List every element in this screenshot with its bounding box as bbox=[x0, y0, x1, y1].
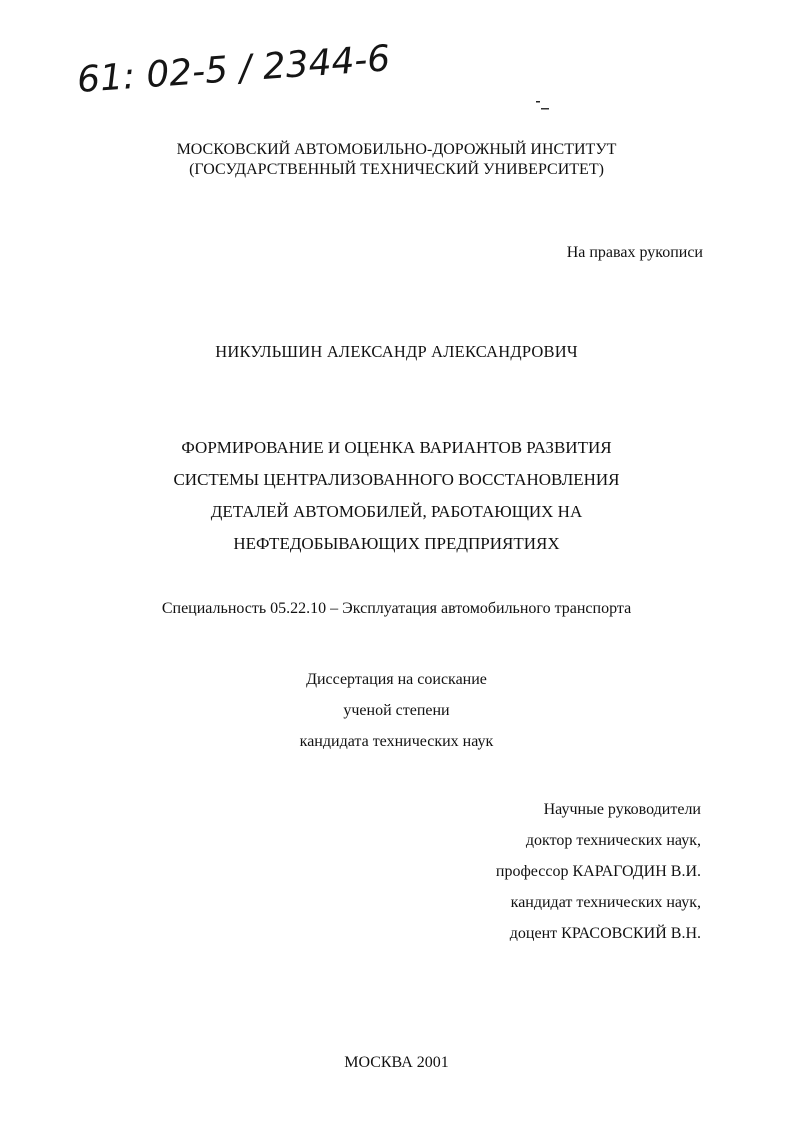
supervisor-1-degree: доктор технических наук, bbox=[525, 832, 701, 849]
supervisors-heading: Научные руководители bbox=[543, 801, 701, 818]
title-line-2: СИСТЕМЫ ЦЕНТРАЛИЗОВАННОГО ВОССТАНОВЛЕНИЯ bbox=[173, 470, 620, 489]
supervisor-2-degree: кандидат технических наук, bbox=[510, 894, 701, 911]
supervisor-1-name: профессор КАРАГОДИН В.И. bbox=[495, 863, 701, 880]
title-line-4: НЕФТЕДОБЫВАЮЩИХ ПРЕДПРИЯТИЯХ bbox=[233, 534, 560, 553]
city-year: МОСКВА 2001 bbox=[344, 1054, 449, 1071]
handwritten-archive-code bbox=[75, 38, 392, 110]
degree-line-1: Диссертация на соискание bbox=[306, 671, 487, 688]
institute-line-2: (ГОСУДАРСТВЕННЫЙ ТЕХНИЧЕСКИЙ УНИВЕРСИТЕТ) bbox=[189, 161, 604, 178]
title-line-3: ДЕТАЛЕЙ АВТОМОБИЛЕЙ, РАБОТАЮЩИХ НА bbox=[210, 502, 583, 521]
speck-1 bbox=[536, 101, 540, 103]
author-name: НИКУЛЬШИН АЛЕКСАНДР АЛЕКСАНДРОВИЧ bbox=[215, 342, 578, 361]
supervisor-2-name: доцент КРАСОВСКИЙ В.Н. bbox=[509, 925, 701, 942]
institute-name bbox=[0, 140, 793, 180]
speck-2 bbox=[541, 108, 549, 110]
degree-line-3: кандидата технических наук bbox=[299, 733, 494, 750]
specialty: Специальность 05.22.10 – Эксплуатация автомобильного транспорта bbox=[161, 600, 632, 617]
manuscript-rights: На правах рукописи bbox=[566, 244, 703, 261]
scientific-supervisors bbox=[496, 794, 701, 949]
dissertation-title bbox=[0, 432, 793, 560]
degree-line-2: ученой степени bbox=[343, 702, 450, 719]
degree-statement bbox=[0, 664, 793, 757]
scan-specks bbox=[520, 95, 560, 135]
title-line-1: ФОРМИРОВАНИЕ И ОЦЕНКА ВАРИАНТОВ РАЗВИТИЯ bbox=[181, 438, 612, 457]
institute-line-1: МОСКОВСКИЙ АВТОМОБИЛЬНО-ДОРОЖНЫЙ ИНСТИТУТ bbox=[176, 141, 617, 158]
handwritten-code-text: 61: 02-5 / 2344-6 bbox=[75, 38, 392, 101]
